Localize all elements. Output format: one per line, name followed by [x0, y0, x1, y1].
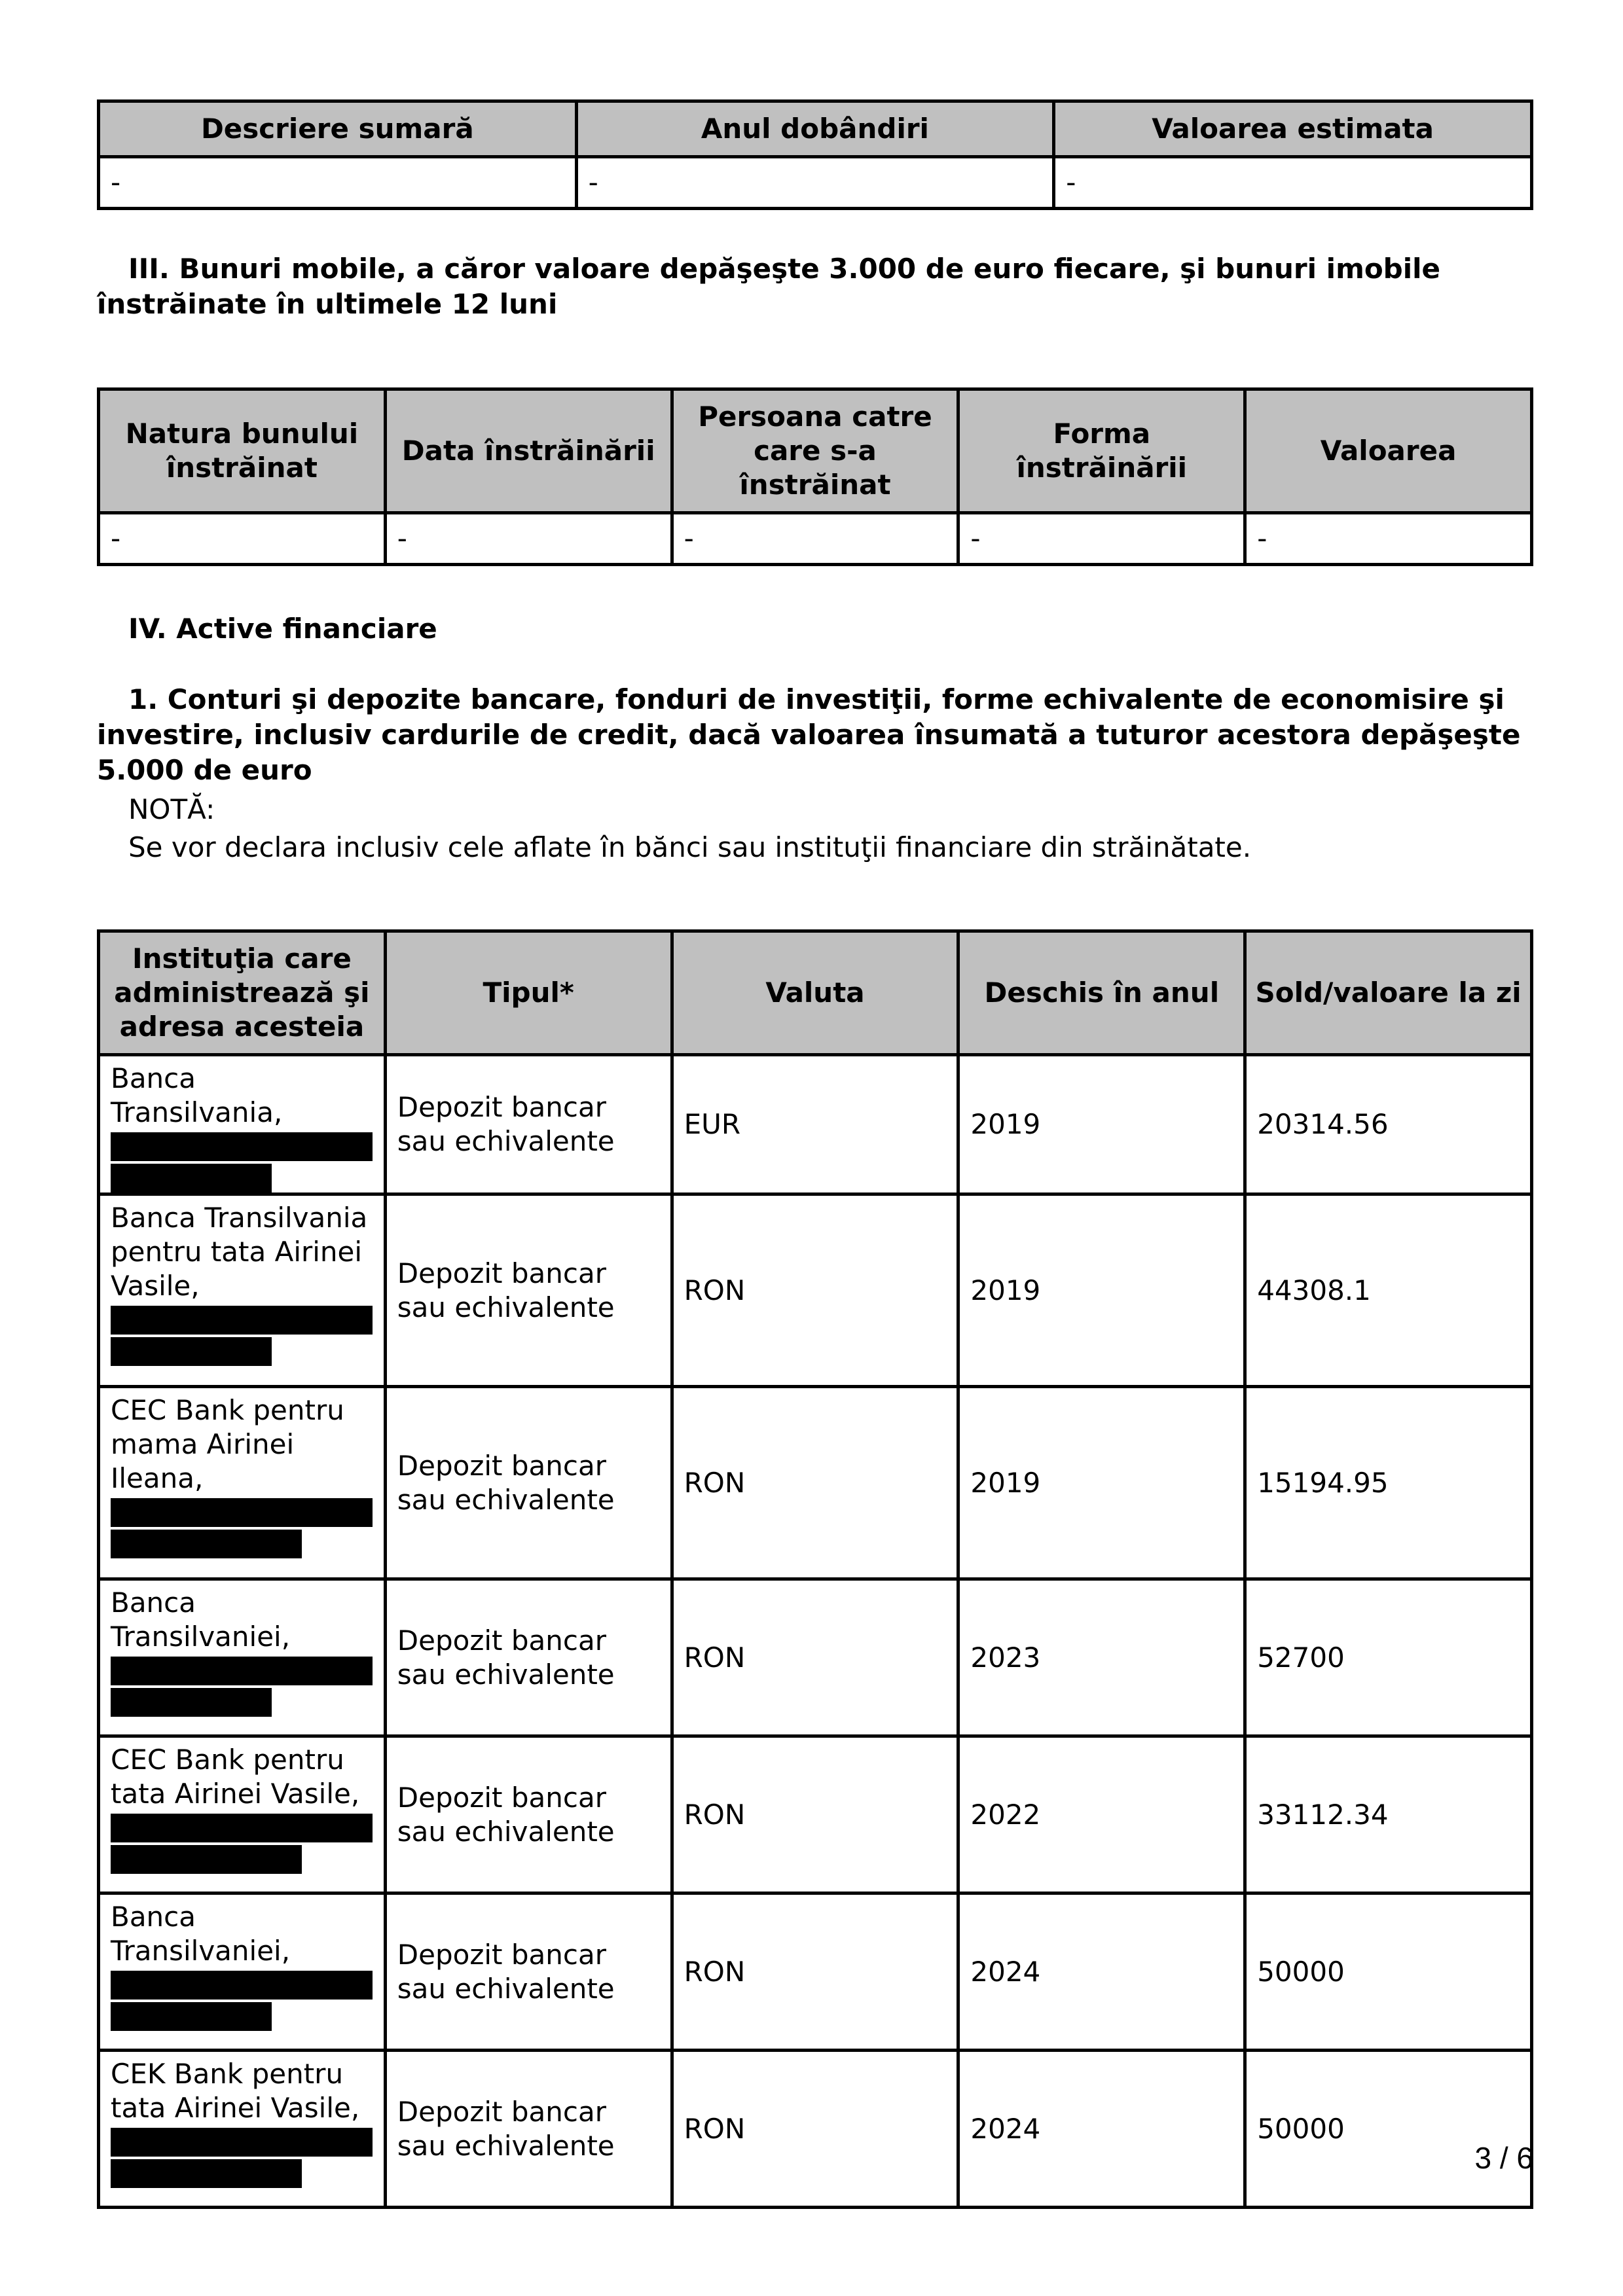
table-row: [99, 1579, 1532, 1736]
note-label: NOTĂ:: [128, 793, 215, 825]
table-header-row: [99, 101, 1532, 157]
balance-cell: 50000: [1245, 1893, 1532, 2051]
currency-cell: EUR: [672, 1055, 958, 1194]
bank-accounts-table: [97, 929, 1533, 2209]
currency-cell: RON: [672, 1736, 958, 1893]
balance-cell: 52700: [1245, 1579, 1532, 1736]
table-header-row: [99, 931, 1532, 1055]
year-cell: 2019: [958, 1055, 1245, 1194]
column-header: Instituţia care administrează şi adresa acesteia: [99, 931, 386, 1055]
redaction-bar: [111, 1845, 302, 1874]
institution-name: Banca Transilvania pentru tata Airinei Vasile,: [111, 1202, 368, 1302]
year-cell: 2024: [958, 2051, 1245, 2208]
alienated-assets-table: [97, 387, 1533, 566]
redaction-bar: [111, 1306, 373, 1335]
balance-cell: 50000: [1245, 2051, 1532, 2208]
currency-cell: RON: [672, 2051, 958, 2208]
institution-cell: [99, 1579, 386, 1736]
year-cell: 2022: [958, 1736, 1245, 1893]
table-cell: -: [958, 513, 1245, 565]
institution-cell: [99, 1055, 386, 1194]
section-heading-3: III. Bunuri mobile, a căror valoare depăşeşte 3.000 de euro fiecare, şi bunuri imobile înstrăinate în ultimele 12 luni: [97, 253, 1441, 320]
table-cell: -: [99, 513, 386, 565]
type-cell: Depozit bancar sau echivalente: [385, 1579, 672, 1736]
note-text: Se vor declara inclusiv cele aflate în bănci sau instituţii financiare din străinătate.: [128, 831, 1252, 863]
section-heading-4: IV. Active financiare: [128, 613, 437, 645]
column-header: Sold/valoare la zi: [1245, 931, 1532, 1055]
institution-name: Banca Transilvania,: [111, 1062, 283, 1128]
balance-cell: 15194.95: [1245, 1387, 1532, 1579]
estimated-assets-table: [97, 99, 1533, 210]
type-cell: Depozit bancar sau echivalente: [385, 2051, 672, 2208]
table-row: [99, 1387, 1532, 1579]
table-row: [99, 513, 1532, 565]
institution-name: CEK Bank pentru tata Airinei Vasile,: [111, 2058, 360, 2124]
column-header: Descriere sumară: [99, 101, 577, 157]
table-row: [99, 1194, 1532, 1387]
balance-cell: 44308.1: [1245, 1194, 1532, 1387]
year-cell: 2019: [958, 1194, 1245, 1387]
institution-cell: [99, 1736, 386, 1893]
table-row: [99, 1893, 1532, 2051]
table-cell: -: [672, 513, 958, 565]
year-cell: 2019: [958, 1387, 1245, 1579]
redaction-bar: [111, 2002, 272, 2031]
page-number: 3 / 6: [1474, 2141, 1533, 2175]
section-subheading: 1. Conturi şi depozite bancare, fonduri de investiţii, forme echivalente de economisire şi investire, inclusiv cardurile de credit, dacă valoarea însumată a tuturor acestora depăşeşte 5.000 de euro: [97, 683, 1521, 786]
year-cell: 2024: [958, 1893, 1245, 2051]
redaction-bar: [111, 1688, 272, 1717]
redaction-bar: [111, 1971, 373, 2000]
balance-cell: 20314.56: [1245, 1055, 1532, 1194]
table-cell: -: [1245, 513, 1532, 565]
currency-cell: RON: [672, 1387, 958, 1579]
table-row: [99, 1055, 1532, 1194]
redaction-bar: [111, 2159, 302, 2188]
type-cell: Depozit bancar sau echivalente: [385, 1736, 672, 1893]
column-header: Anul dobândiri: [576, 101, 1054, 157]
institution-name: CEC Bank pentru tata Airinei Vasile,: [111, 1744, 360, 1810]
redaction-bar: [111, 1530, 302, 1558]
institution-cell: [99, 1893, 386, 2051]
institution-name: Banca Transilvaniei,: [111, 1901, 291, 1967]
year-cell: 2023: [958, 1579, 1245, 1736]
type-cell: Depozit bancar sau echivalente: [385, 1893, 672, 2051]
column-header: Forma înstrăinării: [958, 389, 1245, 513]
institution-name: Banca Transilvaniei,: [111, 1587, 291, 1653]
column-header: Persoana catre care s-a înstrăinat: [672, 389, 958, 513]
column-header: Deschis în anul: [958, 931, 1245, 1055]
currency-cell: RON: [672, 1579, 958, 1736]
redaction-bar: [111, 1814, 373, 1842]
column-header: Valoarea: [1245, 389, 1532, 513]
type-cell: Depozit bancar sau echivalente: [385, 1387, 672, 1579]
redaction-bar: [111, 1164, 272, 1193]
table-cell: -: [1054, 157, 1532, 209]
institution-cell: [99, 2051, 386, 2208]
table-row: [99, 2051, 1532, 2208]
table-row: [99, 157, 1532, 209]
institution-name: CEC Bank pentru mama Airinei Ileana,: [111, 1394, 344, 1494]
redaction-bar: [111, 2128, 373, 2157]
column-header: Tipul*: [385, 931, 672, 1055]
column-header: Natura bunului înstrăinat: [99, 389, 386, 513]
redaction-bar: [111, 1132, 373, 1161]
currency-cell: RON: [672, 1194, 958, 1387]
type-cell: Depozit bancar sau echivalente: [385, 1194, 672, 1387]
balance-cell: 33112.34: [1245, 1736, 1532, 1893]
table-row: [99, 1736, 1532, 1893]
column-header: Valuta: [672, 931, 958, 1055]
table-cell: -: [385, 513, 672, 565]
column-header: Data înstrăinării: [385, 389, 672, 513]
redaction-bar: [111, 1498, 373, 1527]
type-cell: Depozit bancar sau echivalente: [385, 1055, 672, 1194]
redaction-bar: [111, 1657, 373, 1685]
redaction-bar: [111, 1337, 272, 1366]
table-cell: -: [99, 157, 577, 209]
institution-cell: [99, 1387, 386, 1579]
column-header: Valoarea estimata: [1054, 101, 1532, 157]
table-header-row: [99, 389, 1532, 513]
institution-cell: [99, 1194, 386, 1387]
table-cell: -: [576, 157, 1054, 209]
currency-cell: RON: [672, 1893, 958, 2051]
